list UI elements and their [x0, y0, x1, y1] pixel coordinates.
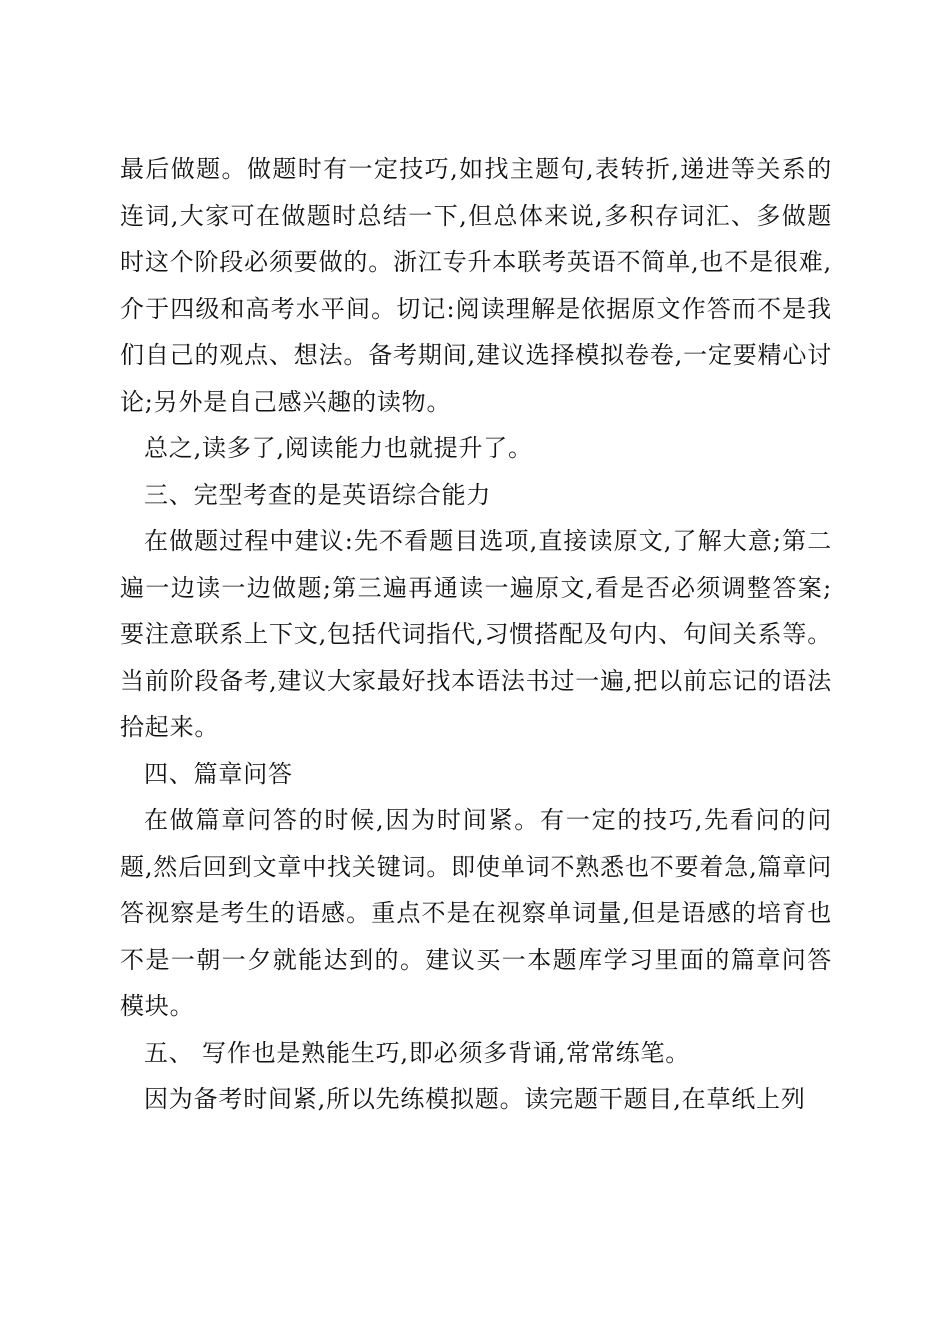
paragraph-qa-advice: 在做篇章问答的时候,因为时间紧。有一定的技巧,先看问的问题,然后回到文章中找关键词。即使单词不熟悉也不要着急,篇章问答视察是考生的语感。重点不是在视察单词量,但是语感的培育也不是一朝一夕就能达到的。建议买一本题库学习里面的篇章问答模块。: [120, 806, 832, 1020]
section-heading-qa: 四、篇章问答: [144, 759, 293, 788]
paragraph-writing-advice: 因为备考时间紧,所以先练模拟题。读完题干题目,在草纸上列: [144, 1085, 806, 1113]
section-heading-writing: 五、 写作也是熟能生巧,即必须多背诵,常常练笔。: [144, 1038, 691, 1067]
paragraph-reading-tips: 最后做题。做题时有一定技巧,如找主题句,表转折,递进等关系的连词,大家可在做题时总结一下,但总体来说,多积存词汇、多做题时这个阶段必须要做的。浙江专升本联考英语不简单,也不是很难,介于四级和高考水平间。切记:阅读理解是依据原文作答而不是我们自己的观点、想法。备考期间,建议选择模拟卷卷,一定要精心讨论;另外是自己感兴趣的读物。: [120, 155, 832, 416]
section-heading-cloze: 三、完型考查的是英语综合能力: [144, 480, 492, 509]
paragraph-cloze-advice: 在做题过程中建议:先不看题目选项,直接读原文,了解大意;第二遍一边读一边做题;第三遍再通读一遍原文,看是否必须调整答案;要注意联系上下文,包括代词指代,习惯搭配及句内、句间关系等。当前阶段备考,建议大家最好找本语法书过一遍,把以前忘记的语法拾起来。: [120, 527, 832, 741]
paragraph-summary: 总之,读多了,阅读能力也就提升了。: [144, 434, 533, 462]
document-body: [120, 146, 832, 1123]
